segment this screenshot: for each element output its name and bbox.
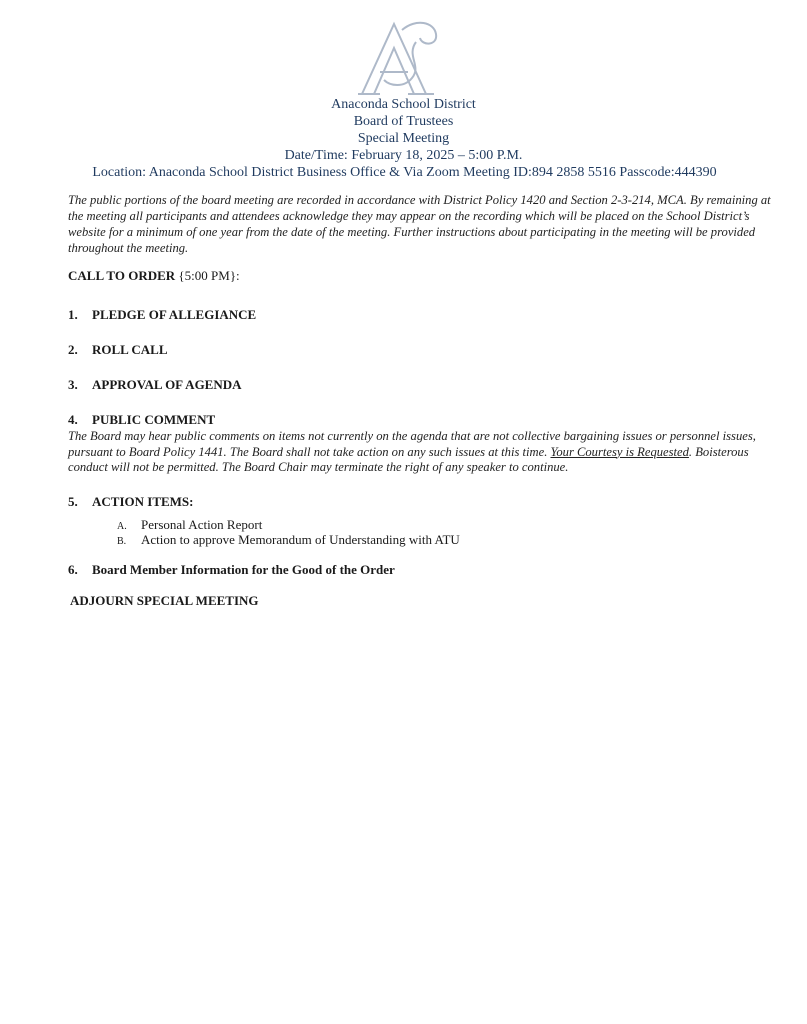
agenda-item-number: 3. <box>68 377 78 392</box>
call-to-order-label: CALL TO ORDER <box>68 268 176 283</box>
agenda-item-label: Board Member Information for the Good of the Order <box>92 562 395 577</box>
agenda-item <box>68 342 168 358</box>
call-to-order-time: {5:00 PM}: <box>178 268 240 283</box>
agenda-item-number: 2. <box>68 342 78 357</box>
agenda-item-label: APPROVAL OF AGENDA <box>92 377 242 392</box>
call-to-order <box>68 268 240 284</box>
district-logo <box>350 16 444 98</box>
courtesy-notice: Your Courtesy is Requested <box>550 444 689 459</box>
agenda-item <box>68 494 194 510</box>
agenda-item-number: 4. <box>68 412 78 427</box>
action-sub-item-text: Personal Action Report <box>141 517 263 532</box>
meeting-location: Location: Anaconda School District Business Office & Via Zoom Meeting ID:894 2858 5516 Passcode:444390 <box>92 165 717 180</box>
agenda-item <box>68 307 256 323</box>
meeting-header <box>0 96 807 181</box>
agenda-item <box>68 377 242 393</box>
recording-notice: The public portions of the board meeting are recorded in accordance with District Policy 1420 and Section 2-3-214, MCA. By remaining at the meeting all participants and attendees acknowledge they may appear on the recording which will be placed on the School District’s website for a minimum of one year from the date of the meeting. Further instructions about participating in the meeting will be provided throughout the meeting. <box>68 193 771 255</box>
board-name: Board of Trustees <box>353 114 454 129</box>
agenda-item-label: PLEDGE OF ALLEGIANCE <box>92 307 257 322</box>
agenda-item-label: ROLL CALL <box>92 342 168 357</box>
agenda-item-label: PUBLIC COMMENT <box>92 412 216 427</box>
action-sub-item <box>117 532 460 548</box>
agenda-item-number: 5. <box>68 494 78 509</box>
action-sub-item-letter: B. <box>117 536 127 547</box>
district-name: Anaconda School District <box>331 97 476 112</box>
public-comment-text: The Board may hear public comments on items not currently on the agenda that are not collective bargaining issues or personnel issues, pursuant to Board Policy 1441. The Board shall not take action on any such issues at this time. Your Courtesy is Requested. Boisterous conduct will not be permitted. The Board Chair may terminate the right of any speaker to continue. <box>68 429 756 474</box>
agenda-item <box>68 562 395 578</box>
action-sub-item <box>117 517 262 533</box>
adjourn-heading: ADJOURN SPECIAL MEETING <box>70 593 259 608</box>
agenda-item <box>68 412 215 428</box>
meeting-type: Special Meeting <box>357 131 450 146</box>
snake-a-logo-icon <box>350 16 444 98</box>
meeting-datetime: Date/Time: February 18, 2025 – 5:00 P.M. <box>284 148 523 163</box>
action-sub-item-text: Action to approve Memorandum of Understanding with ATU <box>141 532 460 547</box>
action-sub-item-letter: A. <box>117 521 127 532</box>
agenda-item-number: 1. <box>68 307 78 322</box>
agenda-item-label: ACTION ITEMS: <box>92 494 194 509</box>
agenda-item-number: 6. <box>68 562 78 577</box>
